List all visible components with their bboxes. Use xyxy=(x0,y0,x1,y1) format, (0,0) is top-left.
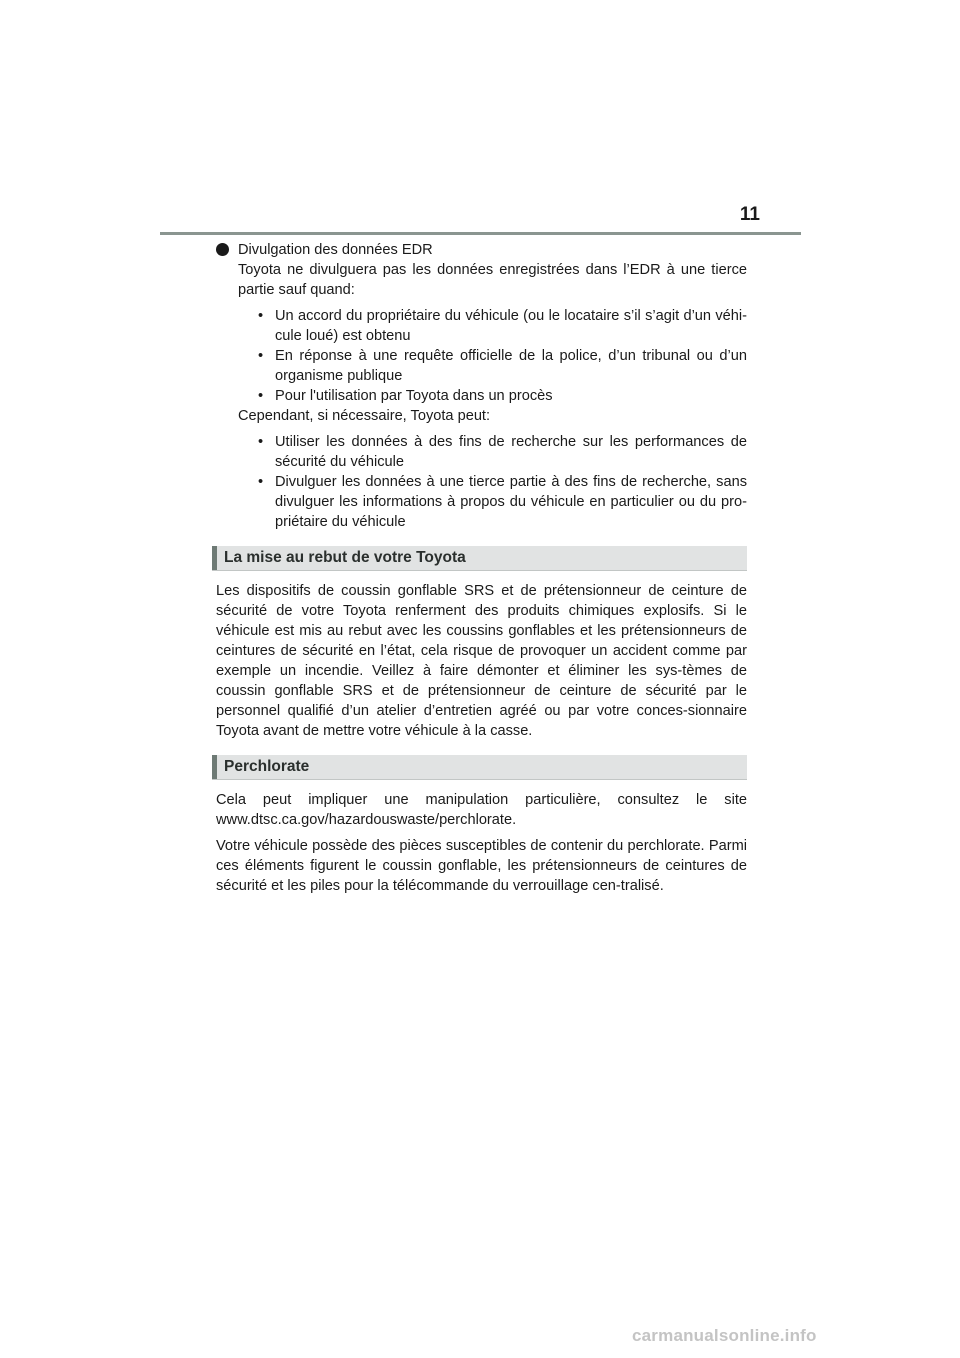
scrap-text: Les dispositifs de coussin gonflable SRS et de prétensionneur de ceinture de sécurité de votre Toyota renferment des produits chimiques explosifs. Si le véhicule est mis au rebut avec les coussins gonflables et les prétensionneurs de ceintures de sécurité en l’état, cela risque de provoquer un accident comme par exemple un incendie. Veillez à faire démonter et éliminer les sys-tèmes de coussin gonflable SRS et de prétensionneur de ceinture de sécurité par le personnel qualifié d’un atelier d’entretien agréé ou par votre conces-sionnaire Toyota avant de mettre votre véhicule à la casse. xyxy=(216,583,747,739)
edr-heading xyxy=(238,240,747,260)
edr-conditions-list xyxy=(238,306,747,406)
section-title: Perchlorate xyxy=(224,758,310,775)
page-content xyxy=(216,240,747,896)
edr-heading-text: Divulgation des données EDR xyxy=(238,242,433,258)
perchlorate-paragraph: Cela peut impliquer une manipulation particulière, consultez le site www.dtsc.ca.gov/hazardouswaste/perchlorate. xyxy=(216,792,747,828)
edr-intro: Toyota ne divulguera pas les données enregistrées dans l’EDR à une tierce partie sauf quand: xyxy=(238,262,747,298)
list-item: • Divulguer les données à une tierce partie à des fins de recherche, sans divulguer les informations à propos du véhicule en particulier ou du pro-priétaire du véhicule xyxy=(238,472,747,532)
section-bar xyxy=(212,546,217,570)
bullet-dot-icon xyxy=(216,243,229,256)
scrap-body xyxy=(216,581,747,741)
page-number: 11 xyxy=(739,204,760,225)
edr-however: Cependant, si nécessaire, Toyota peut: xyxy=(238,408,491,424)
perchlorate-body xyxy=(216,790,747,896)
list-item: • Pour l'utilisation par Toyota dans un procès xyxy=(238,386,747,406)
perchlorate-paragraph: Votre véhicule possède des pièces susceptibles de contenir du perchlorate. Parmi ces éléments figurent le coussin gonflable, les prétensionneurs de ceintures de sécurité et les piles pour la télécommande du verrouillage cen-tralisé. xyxy=(216,838,747,894)
list-item: • Utiliser les données à des fins de recherche sur les performances de sécurité du véhicule xyxy=(238,432,747,472)
list-item: • Un accord du propriétaire du véhicule (ou le locataire s’il s’agit d’un véhi-cule loué) est obtenu xyxy=(238,306,747,346)
watermark: carmanualsonline.info xyxy=(632,1326,817,1345)
section-header-perchlorate xyxy=(212,755,747,780)
edr-body xyxy=(238,260,747,532)
edr-permissions-list xyxy=(238,432,747,532)
section-bar xyxy=(212,755,217,779)
header-rule xyxy=(160,232,801,235)
section-header-scrap xyxy=(212,546,747,571)
section-title: La mise au rebut de votre Toyota xyxy=(224,549,466,566)
list-item: • En réponse à une requête officielle de la police, d’un tribunal ou d’un organisme publique xyxy=(238,346,747,386)
